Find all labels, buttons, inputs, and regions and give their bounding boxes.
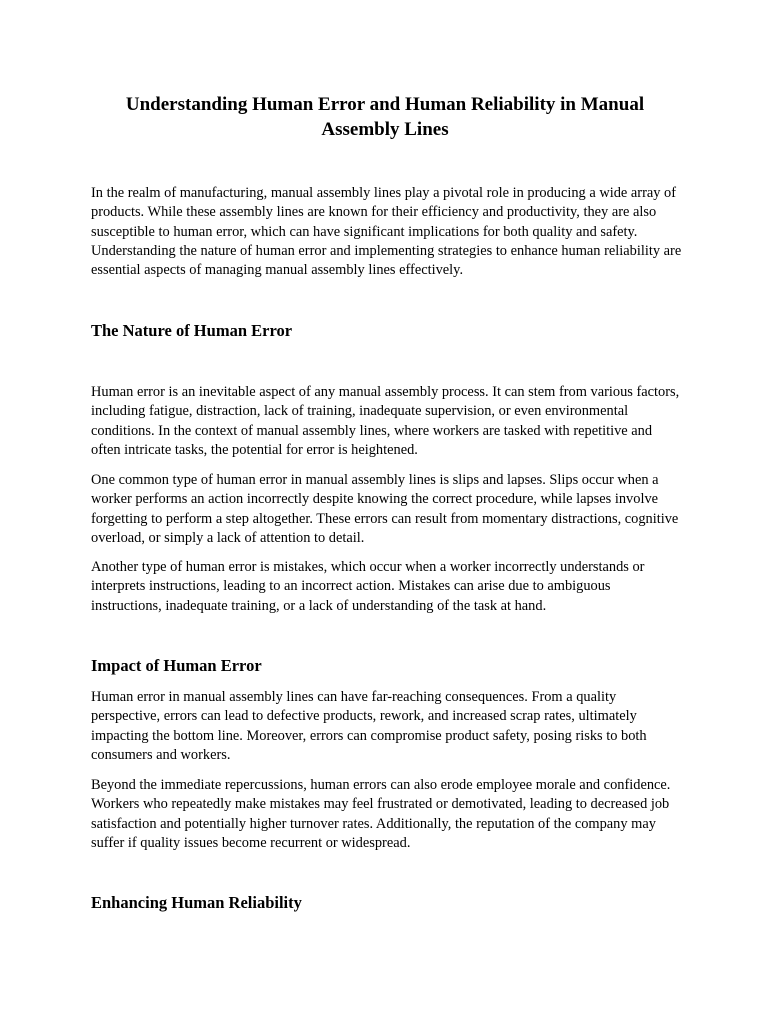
section-heading-impact-of-human-error: Impact of Human Error	[91, 656, 262, 675]
paragraph: Another type of human error is mistakes, which occur when a worker incorrectly understands or interprets instructions, leading to an incorrect action. Mistakes can arise due to ambiguous instructions, inadequate training, or a lack of understanding of the task at hand.	[91, 559, 645, 614]
intro-paragraph: In the realm of manufacturing, manual assembly lines play a pivotal role in producing a wide array of products. While these assembly lines are known for their efficiency and productivity, they are also susceptible to human error, which can have significant implications for both quality and safety. Understanding the nature of human error and implementing strategies to enhance human reliability are essential aspects of managing manual assembly lines effectively.	[91, 185, 682, 279]
section-heading-enhancing-human-reliability: Enhancing Human Reliability	[91, 893, 302, 912]
paragraph: One common type of human error in manual assembly lines is slips and lapses. Slips occur when a worker performs an action incorrectly despite knowing the correct procedure, while lapses involve forgetting to perform a step altogether. These errors can result from momentary distractions, cognitive overload, or simply a lack of attention to detail.	[91, 472, 679, 546]
paragraph: Beyond the immediate repercussions, human errors can also erode employee morale and confidence. Workers who repeatedly make mistakes may feel frustrated or demotivated, leading to decreased job satisfaction and potentially higher turnover rates. Additionally, the reputation of the company may suffer if quality issues become recurrent or widespread.	[91, 777, 671, 851]
paragraph: Human error is an inevitable aspect of any manual assembly process. It can stem from various factors, including fatigue, distraction, lack of training, inadequate supervision, or even environmental conditions. In the context of manual assembly lines, where workers are tasked with repetitive and often intricate tasks, the potential for error is heightened.	[91, 384, 680, 458]
paragraph: Human error in manual assembly lines can have far-reaching consequences. From a quality perspective, errors can lead to defective products, rework, and increased scrap rates, ultimately impacting the bottom line. Moreover, errors can compromise product safety, posing risks to both consumers and workers.	[91, 689, 647, 763]
section-heading-nature-of-human-error: The Nature of Human Error	[91, 321, 293, 340]
document-title: Understanding Human Error and Human Reliability in Manual Assembly Lines	[125, 94, 645, 140]
